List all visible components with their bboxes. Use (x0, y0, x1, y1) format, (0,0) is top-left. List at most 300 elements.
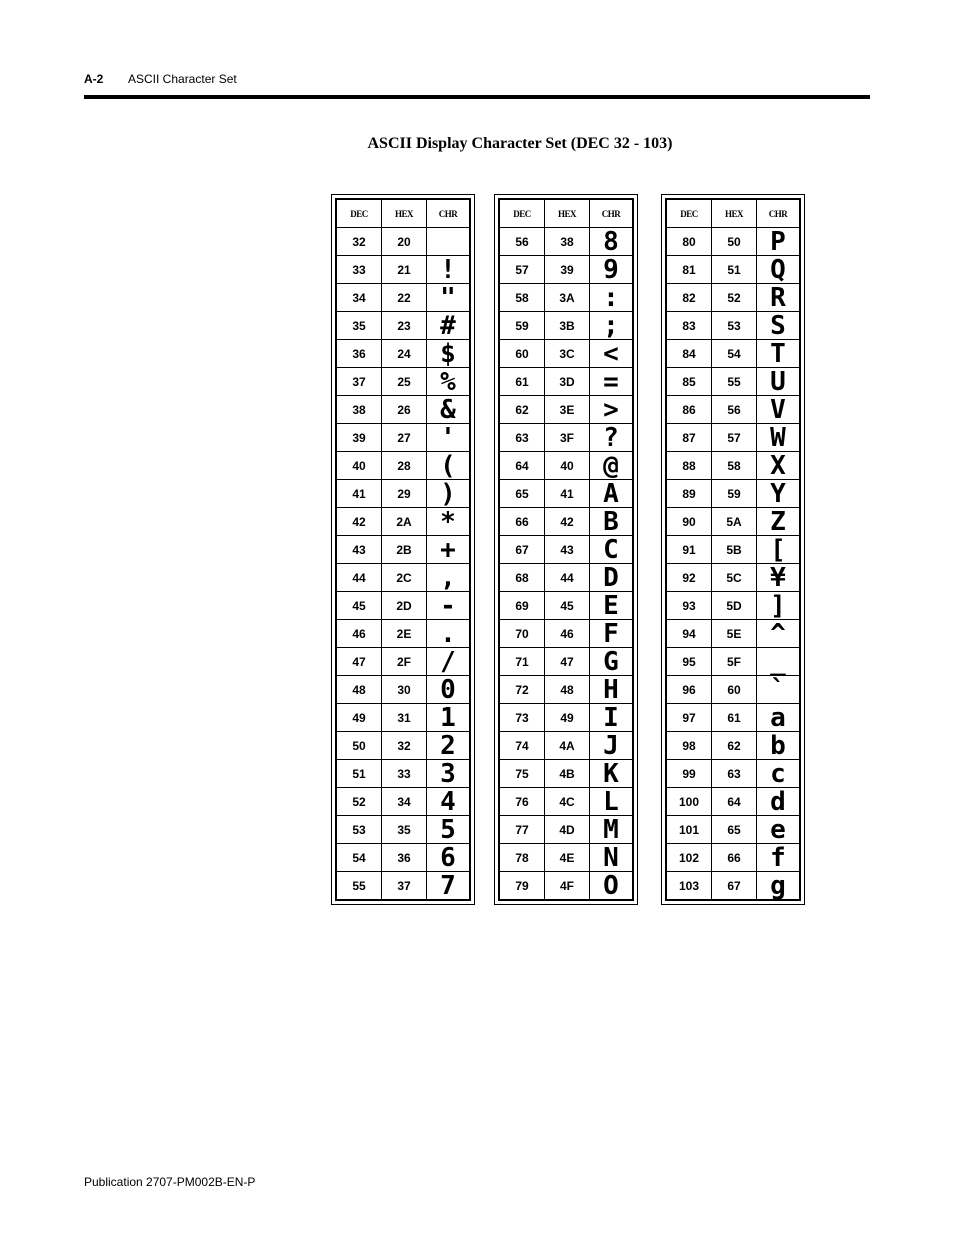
table-row (666, 564, 800, 592)
cell-chr: K (590, 760, 634, 788)
cell-chr: , (427, 564, 471, 592)
cell-chr: ` (757, 676, 801, 704)
cell-dec: 81 (666, 256, 712, 284)
column-header-chr: CHR (427, 199, 471, 228)
cell-dec: 50 (336, 732, 382, 760)
cell-dec: 58 (499, 284, 545, 312)
cell-hex: 34 (382, 788, 427, 816)
cell-chr: f (757, 844, 801, 872)
cell-hex: 5C (712, 564, 757, 592)
cell-dec: 91 (666, 536, 712, 564)
cell-chr: A (590, 480, 634, 508)
cell-chr: X (757, 452, 801, 480)
cell-hex: 4A (545, 732, 590, 760)
cell-dec: 57 (499, 256, 545, 284)
page-title: ASCII Display Character Set (DEC 32 - 103) (367, 135, 673, 152)
column-header-hex: HEX (382, 199, 427, 228)
cell-hex: 48 (545, 676, 590, 704)
cell-dec: 102 (666, 844, 712, 872)
cell-chr: ! (427, 256, 471, 284)
cell-dec: 41 (336, 480, 382, 508)
table-row (499, 676, 633, 704)
cell-hex: 31 (382, 704, 427, 732)
cell-dec: 34 (336, 284, 382, 312)
cell-chr: c (757, 760, 801, 788)
cell-hex: 44 (545, 564, 590, 592)
cell-hex: 4C (545, 788, 590, 816)
table-row (336, 816, 470, 844)
cell-hex: 20 (382, 228, 427, 256)
cell-dec: 44 (336, 564, 382, 592)
cell-hex: 30 (382, 676, 427, 704)
table-row (666, 816, 800, 844)
table-row (336, 480, 470, 508)
cell-chr: > (590, 396, 634, 424)
cell-chr: $ (427, 340, 471, 368)
cell-hex: 23 (382, 312, 427, 340)
column-header-chr: CHR (757, 199, 801, 228)
cell-chr: - (427, 592, 471, 620)
cell-dec: 75 (499, 760, 545, 788)
cell-hex: 5B (712, 536, 757, 564)
cell-chr: * (427, 508, 471, 536)
table-row (336, 536, 470, 564)
cell-chr: 1 (427, 704, 471, 732)
table-row (499, 788, 633, 816)
cell-hex: 39 (545, 256, 590, 284)
cell-hex: 4E (545, 844, 590, 872)
table-row (499, 396, 633, 424)
cell-dec: 38 (336, 396, 382, 424)
table-row (336, 508, 470, 536)
cell-chr: 2 (427, 732, 471, 760)
cell-chr: G (590, 648, 634, 676)
cell-chr: d (757, 788, 801, 816)
cell-dec: 40 (336, 452, 382, 480)
cell-chr: [ (757, 536, 801, 564)
table-header-row (336, 199, 470, 228)
cell-dec: 45 (336, 592, 382, 620)
cell-dec: 76 (499, 788, 545, 816)
cell-hex: 4F (545, 872, 590, 901)
cell-dec: 85 (666, 368, 712, 396)
table-row (666, 228, 800, 256)
cell-hex: 2B (382, 536, 427, 564)
cell-hex: 49 (545, 704, 590, 732)
cell-dec: 72 (499, 676, 545, 704)
cell-chr: a (757, 704, 801, 732)
cell-dec: 78 (499, 844, 545, 872)
column-header-dec: DEC (666, 199, 712, 228)
table-row (666, 312, 800, 340)
cell-hex: 42 (545, 508, 590, 536)
cell-hex: 65 (712, 816, 757, 844)
cell-hex: 5A (712, 508, 757, 536)
cell-dec: 55 (336, 872, 382, 901)
cell-hex: 41 (545, 480, 590, 508)
cell-hex: 59 (712, 480, 757, 508)
table-row (336, 312, 470, 340)
cell-chr: = (590, 368, 634, 396)
cell-dec: 92 (666, 564, 712, 592)
cell-chr: e (757, 816, 801, 844)
cell-chr: ¥ (757, 564, 801, 592)
cell-hex: 64 (712, 788, 757, 816)
cell-dec: 43 (336, 536, 382, 564)
table-row (336, 872, 470, 901)
table-row (336, 452, 470, 480)
cell-chr: ( (427, 452, 471, 480)
table-row (666, 676, 800, 704)
cell-chr: g (757, 872, 801, 901)
table-row (666, 844, 800, 872)
table-row (666, 396, 800, 424)
table-row (499, 536, 633, 564)
table-row (336, 620, 470, 648)
table-row (666, 704, 800, 732)
cell-hex: 45 (545, 592, 590, 620)
cell-dec: 35 (336, 312, 382, 340)
table-header-row (666, 199, 800, 228)
cell-dec: 48 (336, 676, 382, 704)
publication-footer: Publication 2707-PM002B-EN-P (84, 1175, 256, 1189)
cell-dec: 62 (499, 396, 545, 424)
table-row (499, 620, 633, 648)
cell-dec: 32 (336, 228, 382, 256)
cell-hex: 29 (382, 480, 427, 508)
cell-chr: ; (590, 312, 634, 340)
page-header (84, 72, 870, 86)
cell-hex: 40 (545, 452, 590, 480)
table-header-row (499, 199, 633, 228)
table-row (666, 368, 800, 396)
cell-hex: 3E (545, 396, 590, 424)
cell-dec: 79 (499, 872, 545, 901)
cell-chr: Z (757, 508, 801, 536)
cell-hex: 22 (382, 284, 427, 312)
table-row (336, 592, 470, 620)
table-row (499, 256, 633, 284)
cell-hex: 2C (382, 564, 427, 592)
table-row (666, 620, 800, 648)
cell-chr: H (590, 676, 634, 704)
cell-hex: 3D (545, 368, 590, 396)
page-number: A-2 (84, 72, 104, 86)
cell-dec: 98 (666, 732, 712, 760)
cell-dec: 89 (666, 480, 712, 508)
cell-chr: 6 (427, 844, 471, 872)
cell-chr: W (757, 424, 801, 452)
section-title: ASCII Character Set (128, 72, 237, 86)
ascii-table-2 (494, 194, 638, 905)
ascii-table-3 (661, 194, 805, 905)
cell-dec: 63 (499, 424, 545, 452)
cell-hex: 51 (712, 256, 757, 284)
cell-chr: C (590, 536, 634, 564)
table-row (499, 732, 633, 760)
cell-chr: : (590, 284, 634, 312)
table-row (666, 760, 800, 788)
table-row (666, 788, 800, 816)
cell-hex: 32 (382, 732, 427, 760)
cell-dec: 96 (666, 676, 712, 704)
table-row (499, 704, 633, 732)
cell-dec: 46 (336, 620, 382, 648)
cell-dec: 66 (499, 508, 545, 536)
table-row (499, 284, 633, 312)
table-row (666, 732, 800, 760)
table-row (336, 676, 470, 704)
column-header-chr: CHR (590, 199, 634, 228)
table-row (499, 228, 633, 256)
cell-chr: Q (757, 256, 801, 284)
table-row (499, 312, 633, 340)
cell-hex: 50 (712, 228, 757, 256)
cell-chr: S (757, 312, 801, 340)
cell-hex: 61 (712, 704, 757, 732)
table-row (499, 368, 633, 396)
cell-dec: 71 (499, 648, 545, 676)
cell-dec: 80 (666, 228, 712, 256)
cell-dec: 47 (336, 648, 382, 676)
cell-hex: 53 (712, 312, 757, 340)
cell-dec: 39 (336, 424, 382, 452)
cell-dec: 82 (666, 284, 712, 312)
cell-chr: 3 (427, 760, 471, 788)
cell-dec: 90 (666, 508, 712, 536)
column-header-hex: HEX (712, 199, 757, 228)
cell-chr: B (590, 508, 634, 536)
cell-chr: ) (427, 480, 471, 508)
cell-dec: 37 (336, 368, 382, 396)
header-rule (84, 95, 870, 99)
cell-hex: 3A (545, 284, 590, 312)
cell-chr: % (427, 368, 471, 396)
column-header-dec: DEC (336, 199, 382, 228)
table-row (336, 760, 470, 788)
cell-chr: L (590, 788, 634, 816)
table-row (499, 760, 633, 788)
cell-dec: 56 (499, 228, 545, 256)
table-row (666, 340, 800, 368)
table-row (666, 424, 800, 452)
cell-hex: 2A (382, 508, 427, 536)
table-row (666, 592, 800, 620)
cell-chr: P (757, 228, 801, 256)
table-row (336, 564, 470, 592)
cell-dec: 83 (666, 312, 712, 340)
cell-hex: 21 (382, 256, 427, 284)
cell-hex: 4B (545, 760, 590, 788)
cell-chr (427, 228, 471, 256)
cell-chr: < (590, 340, 634, 368)
cell-dec: 100 (666, 788, 712, 816)
cell-dec: 49 (336, 704, 382, 732)
cell-dec: 95 (666, 648, 712, 676)
cell-hex: 67 (712, 872, 757, 901)
cell-hex: 4D (545, 816, 590, 844)
cell-chr: _ (757, 648, 801, 676)
table-row (499, 592, 633, 620)
cell-dec: 88 (666, 452, 712, 480)
cell-chr: ^ (757, 620, 801, 648)
table-row (499, 844, 633, 872)
cell-hex: 25 (382, 368, 427, 396)
cell-chr: b (757, 732, 801, 760)
cell-chr: 4 (427, 788, 471, 816)
cell-dec: 103 (666, 872, 712, 901)
cell-dec: 67 (499, 536, 545, 564)
cell-hex: 26 (382, 396, 427, 424)
table-row (336, 340, 470, 368)
cell-hex: 2F (382, 648, 427, 676)
table-row (666, 452, 800, 480)
cell-hex: 3C (545, 340, 590, 368)
cell-dec: 97 (666, 704, 712, 732)
table-row (666, 648, 800, 676)
cell-chr: O (590, 872, 634, 901)
cell-hex: 37 (382, 872, 427, 901)
cell-dec: 53 (336, 816, 382, 844)
cell-dec: 61 (499, 368, 545, 396)
table-row (499, 452, 633, 480)
cell-dec: 73 (499, 704, 545, 732)
table-row (499, 340, 633, 368)
cell-chr: J (590, 732, 634, 760)
cell-chr: I (590, 704, 634, 732)
cell-chr: 8 (590, 228, 634, 256)
table-row (336, 844, 470, 872)
cell-chr: ' (427, 424, 471, 452)
ascii-table (498, 198, 634, 901)
cell-dec: 99 (666, 760, 712, 788)
cell-chr: F (590, 620, 634, 648)
table-row (336, 788, 470, 816)
cell-chr: . (427, 620, 471, 648)
cell-dec: 68 (499, 564, 545, 592)
table-row (336, 228, 470, 256)
cell-dec: 93 (666, 592, 712, 620)
table-row (666, 872, 800, 901)
cell-chr: E (590, 592, 634, 620)
table-row (336, 732, 470, 760)
table-row (499, 816, 633, 844)
table-row (499, 872, 633, 901)
cell-dec: 77 (499, 816, 545, 844)
ascii-table-1 (331, 194, 475, 905)
cell-chr: 9 (590, 256, 634, 284)
cell-hex: 5E (712, 620, 757, 648)
cell-dec: 69 (499, 592, 545, 620)
table-row (499, 648, 633, 676)
cell-chr: T (757, 340, 801, 368)
cell-dec: 64 (499, 452, 545, 480)
cell-hex: 27 (382, 424, 427, 452)
table-row (336, 256, 470, 284)
cell-chr: ] (757, 592, 801, 620)
table-row (499, 564, 633, 592)
column-header-hex: HEX (545, 199, 590, 228)
table-row (336, 284, 470, 312)
table-row (499, 508, 633, 536)
cell-hex: 33 (382, 760, 427, 788)
cell-hex: 5F (712, 648, 757, 676)
cell-chr: 5 (427, 816, 471, 844)
cell-hex: 52 (712, 284, 757, 312)
cell-dec: 36 (336, 340, 382, 368)
cell-dec: 70 (499, 620, 545, 648)
cell-hex: 56 (712, 396, 757, 424)
cell-dec: 52 (336, 788, 382, 816)
cell-dec: 33 (336, 256, 382, 284)
cell-hex: 3F (545, 424, 590, 452)
cell-dec: 59 (499, 312, 545, 340)
cell-dec: 87 (666, 424, 712, 452)
cell-chr: 7 (427, 872, 471, 901)
cell-hex: 24 (382, 340, 427, 368)
cell-chr: / (427, 648, 471, 676)
cell-chr: ? (590, 424, 634, 452)
cell-chr: @ (590, 452, 634, 480)
cell-chr: U (757, 368, 801, 396)
table-row (666, 256, 800, 284)
cell-chr: # (427, 312, 471, 340)
cell-hex: 63 (712, 760, 757, 788)
cell-hex: 46 (545, 620, 590, 648)
cell-hex: 3B (545, 312, 590, 340)
table-row (666, 284, 800, 312)
cell-hex: 55 (712, 368, 757, 396)
cell-dec: 101 (666, 816, 712, 844)
cell-hex: 57 (712, 424, 757, 452)
cell-dec: 51 (336, 760, 382, 788)
cell-hex: 58 (712, 452, 757, 480)
cell-chr: M (590, 816, 634, 844)
cell-dec: 65 (499, 480, 545, 508)
cell-hex: 35 (382, 816, 427, 844)
cell-hex: 38 (545, 228, 590, 256)
cell-dec: 86 (666, 396, 712, 424)
cell-hex: 62 (712, 732, 757, 760)
cell-hex: 28 (382, 452, 427, 480)
cell-hex: 2D (382, 592, 427, 620)
cell-dec: 84 (666, 340, 712, 368)
table-row (336, 368, 470, 396)
table-row (336, 704, 470, 732)
cell-hex: 47 (545, 648, 590, 676)
table-row (666, 508, 800, 536)
cell-dec: 54 (336, 844, 382, 872)
ascii-table (665, 198, 801, 901)
cell-hex: 54 (712, 340, 757, 368)
cell-chr: D (590, 564, 634, 592)
cell-dec: 94 (666, 620, 712, 648)
table-row (666, 536, 800, 564)
cell-dec: 60 (499, 340, 545, 368)
table-row (336, 424, 470, 452)
cell-hex: 36 (382, 844, 427, 872)
cell-chr: 0 (427, 676, 471, 704)
cell-hex: 5D (712, 592, 757, 620)
cell-hex: 66 (712, 844, 757, 872)
cell-chr: V (757, 396, 801, 424)
cell-hex: 60 (712, 676, 757, 704)
table-row (499, 480, 633, 508)
cell-chr: Y (757, 480, 801, 508)
cell-dec: 42 (336, 508, 382, 536)
column-header-dec: DEC (499, 199, 545, 228)
table-row (499, 424, 633, 452)
